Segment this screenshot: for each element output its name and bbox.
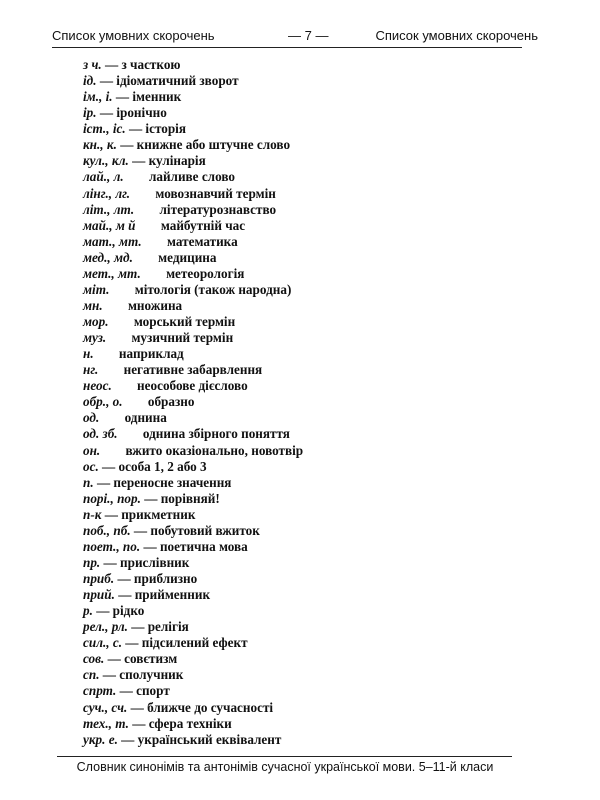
abbreviation: спрт. xyxy=(83,683,117,699)
list-item xyxy=(83,330,543,346)
list-item xyxy=(83,683,543,699)
list-item xyxy=(83,121,543,137)
dash-separator: — xyxy=(99,105,114,121)
meaning: рідко xyxy=(112,603,145,619)
abbreviation: приб. xyxy=(83,571,115,586)
meaning: з часткою xyxy=(121,57,181,72)
abbreviation: он. xyxy=(83,442,101,458)
meaning: ближче до сучасності xyxy=(147,699,274,715)
list-item xyxy=(83,378,543,394)
abbreviation: міт. xyxy=(83,281,110,297)
meaning: переносне значення xyxy=(113,474,232,490)
dash-separator: — xyxy=(117,571,131,586)
list-item xyxy=(83,89,543,105)
list-item xyxy=(83,491,543,507)
dash-separator: — xyxy=(118,587,132,603)
abbreviation: кул., кл. xyxy=(83,153,129,169)
meaning: іронічно xyxy=(116,105,167,121)
abbreviation: обр., о. xyxy=(83,394,123,410)
meaning: іменник xyxy=(132,89,182,105)
list-item xyxy=(83,555,543,571)
meaning: множина xyxy=(127,297,183,313)
list-item xyxy=(83,732,543,748)
list-item xyxy=(83,410,543,426)
meaning: побутовий вжиток xyxy=(150,522,260,538)
running-header xyxy=(52,28,538,46)
abbreviation: ід. xyxy=(83,73,97,89)
abbreviation: неос. xyxy=(83,378,112,394)
dash-separator: — xyxy=(132,715,146,731)
abbreviation: іст., іс. xyxy=(83,121,126,137)
list-item xyxy=(83,523,543,539)
abbreviation: сп. xyxy=(83,667,100,683)
list-item xyxy=(83,700,543,716)
list-item xyxy=(83,571,543,587)
meaning: математика xyxy=(166,233,238,249)
dash-separator: — xyxy=(133,522,148,538)
meaning: образно xyxy=(147,394,195,410)
abbreviation: п. xyxy=(83,474,94,490)
meaning: майбутній час xyxy=(160,217,246,233)
abbreviation-list xyxy=(83,57,543,748)
dash-separator: — xyxy=(102,667,116,683)
list-item xyxy=(83,362,543,378)
list-item xyxy=(83,73,543,89)
abbreviation: муз. xyxy=(83,330,107,346)
dash-separator: — xyxy=(96,603,110,619)
list-item xyxy=(83,346,543,362)
list-item xyxy=(83,153,543,169)
list-item xyxy=(83,250,543,266)
list-item xyxy=(83,426,543,442)
dash-separator: — xyxy=(99,73,113,89)
meaning: медицина xyxy=(158,249,217,265)
list-item xyxy=(83,475,543,491)
dash-separator: — xyxy=(104,506,118,522)
abbreviation: прий. xyxy=(83,587,115,603)
meaning: сполучник xyxy=(119,667,184,683)
list-item xyxy=(83,459,543,475)
dash-separator: — xyxy=(120,137,134,153)
footer-divider xyxy=(57,756,512,757)
meaning: однина xyxy=(124,410,167,426)
meaning: літературознавство xyxy=(159,201,277,217)
meaning: метеорологія xyxy=(166,265,245,281)
meaning: однина збірного поняття xyxy=(142,426,290,442)
abbreviation: май., м й xyxy=(83,217,136,233)
dash-separator: — xyxy=(119,683,133,699)
abbreviation: мед., мд. xyxy=(83,249,133,265)
list-item xyxy=(83,234,543,250)
list-item xyxy=(83,137,543,153)
list-item xyxy=(83,651,543,667)
dash-separator: — xyxy=(143,538,157,554)
abbreviation: од. зб. xyxy=(83,426,118,442)
dash-separator: — xyxy=(103,554,117,570)
meaning: поетична мова xyxy=(159,538,248,554)
list-item xyxy=(83,394,543,410)
list-item xyxy=(83,587,543,603)
abbreviation: поб., пб. xyxy=(83,522,131,538)
header-right-title: Список умовних скорочень xyxy=(375,28,538,43)
abbreviation: ос. xyxy=(83,458,99,474)
list-item xyxy=(83,603,543,619)
dash-separator: — xyxy=(104,57,119,72)
meaning: особа 1, 2 або 3 xyxy=(118,458,207,474)
meaning: ідіоматичний зворот xyxy=(116,73,239,89)
dash-separator: — xyxy=(121,731,135,747)
meaning: прийменник xyxy=(134,587,211,603)
abbreviation: сил., с. xyxy=(83,635,122,651)
list-item xyxy=(83,105,543,121)
abbreviation: нг. xyxy=(83,362,99,378)
header-divider xyxy=(52,47,522,48)
meaning: вжито оказіонально, новотвір xyxy=(125,442,304,458)
abbreviation: мат., мт. xyxy=(83,233,142,249)
abbreviation: мн. xyxy=(83,297,103,313)
dash-separator: — xyxy=(128,121,143,137)
dash-separator: — xyxy=(132,153,146,169)
abbreviation: р. xyxy=(83,603,93,619)
abbreviation: мор. xyxy=(83,314,109,329)
list-item xyxy=(83,266,543,282)
list-item xyxy=(83,507,543,523)
abbreviation: сов. xyxy=(83,651,105,667)
meaning: релігія xyxy=(147,619,189,635)
dash-separator: — xyxy=(131,619,145,635)
meaning: порівняй! xyxy=(160,490,220,506)
list-item xyxy=(83,443,543,459)
abbreviation: пр. xyxy=(83,554,101,570)
abbreviation: од. xyxy=(83,410,100,426)
list-item xyxy=(83,57,543,73)
abbreviation: суч., сч. xyxy=(83,699,128,715)
abbreviation: лінг., лг. xyxy=(83,185,131,201)
abbreviation: літ., лт. xyxy=(83,201,135,217)
meaning: неособове дієслово xyxy=(137,378,248,394)
list-item xyxy=(83,716,543,732)
meaning: лайливе слово xyxy=(148,169,235,185)
dash-separator: — xyxy=(115,89,130,105)
meaning: книжне або штучне слово xyxy=(136,137,291,153)
list-item xyxy=(83,667,543,683)
page-number: — 7 — xyxy=(288,28,329,43)
list-item xyxy=(83,619,543,635)
abbreviation: поет., по. xyxy=(83,538,141,554)
list-item xyxy=(83,635,543,651)
meaning: мовознавчий термін xyxy=(155,185,276,201)
list-item xyxy=(83,202,543,218)
list-item xyxy=(83,186,543,202)
meaning: совєтизм xyxy=(124,651,178,667)
abbreviation: з ч. xyxy=(83,57,102,72)
meaning: історія xyxy=(145,121,186,137)
dash-separator: — xyxy=(130,699,144,715)
abbreviation: ір. xyxy=(83,105,97,121)
meaning: морський термін xyxy=(133,314,236,329)
abbreviation: кн., к. xyxy=(83,137,117,153)
abbreviation: лай., л. xyxy=(83,169,124,185)
meaning: наприклад xyxy=(118,346,184,362)
meaning: спорт xyxy=(136,683,170,699)
meaning: сфера техніки xyxy=(148,715,232,731)
dash-separator: — xyxy=(144,490,158,506)
abbreviation: мет., мт. xyxy=(83,265,141,281)
meaning: підсилений ефект xyxy=(141,635,248,651)
meaning: прикметник xyxy=(121,506,196,522)
running-footer: Словник синонімів та антонімів сучасної української мови. 5–11-й класи xyxy=(76,760,494,774)
meaning: прислівник xyxy=(120,554,190,570)
dash-separator: — xyxy=(107,651,121,667)
dash-separator: — xyxy=(125,635,139,651)
list-item xyxy=(83,282,543,298)
abbreviation: н. xyxy=(83,346,94,362)
meaning: український еквівалент xyxy=(137,731,282,747)
meaning: мітологія (також народна) xyxy=(134,281,292,297)
dash-separator: — xyxy=(96,474,111,490)
header-left-title: Список умовних скорочень xyxy=(52,28,215,43)
list-item xyxy=(83,314,543,330)
abbreviation: порі., пор. xyxy=(83,490,141,506)
abbreviation: рел., рл. xyxy=(83,619,128,635)
meaning: приблизно xyxy=(133,571,198,586)
meaning: музичний термін xyxy=(131,330,234,346)
list-item xyxy=(83,539,543,555)
abbreviation: тех., т. xyxy=(83,715,129,731)
abbreviation: укр. е. xyxy=(83,731,118,747)
meaning: кулінарія xyxy=(148,153,206,169)
list-item xyxy=(83,169,543,185)
list-item xyxy=(83,218,543,234)
dash-separator: — xyxy=(102,458,116,474)
abbreviation: п-к xyxy=(83,506,102,522)
meaning: негативне забарвлення xyxy=(123,362,263,378)
list-item xyxy=(83,298,543,314)
abbreviation: ім., і. xyxy=(83,89,113,105)
